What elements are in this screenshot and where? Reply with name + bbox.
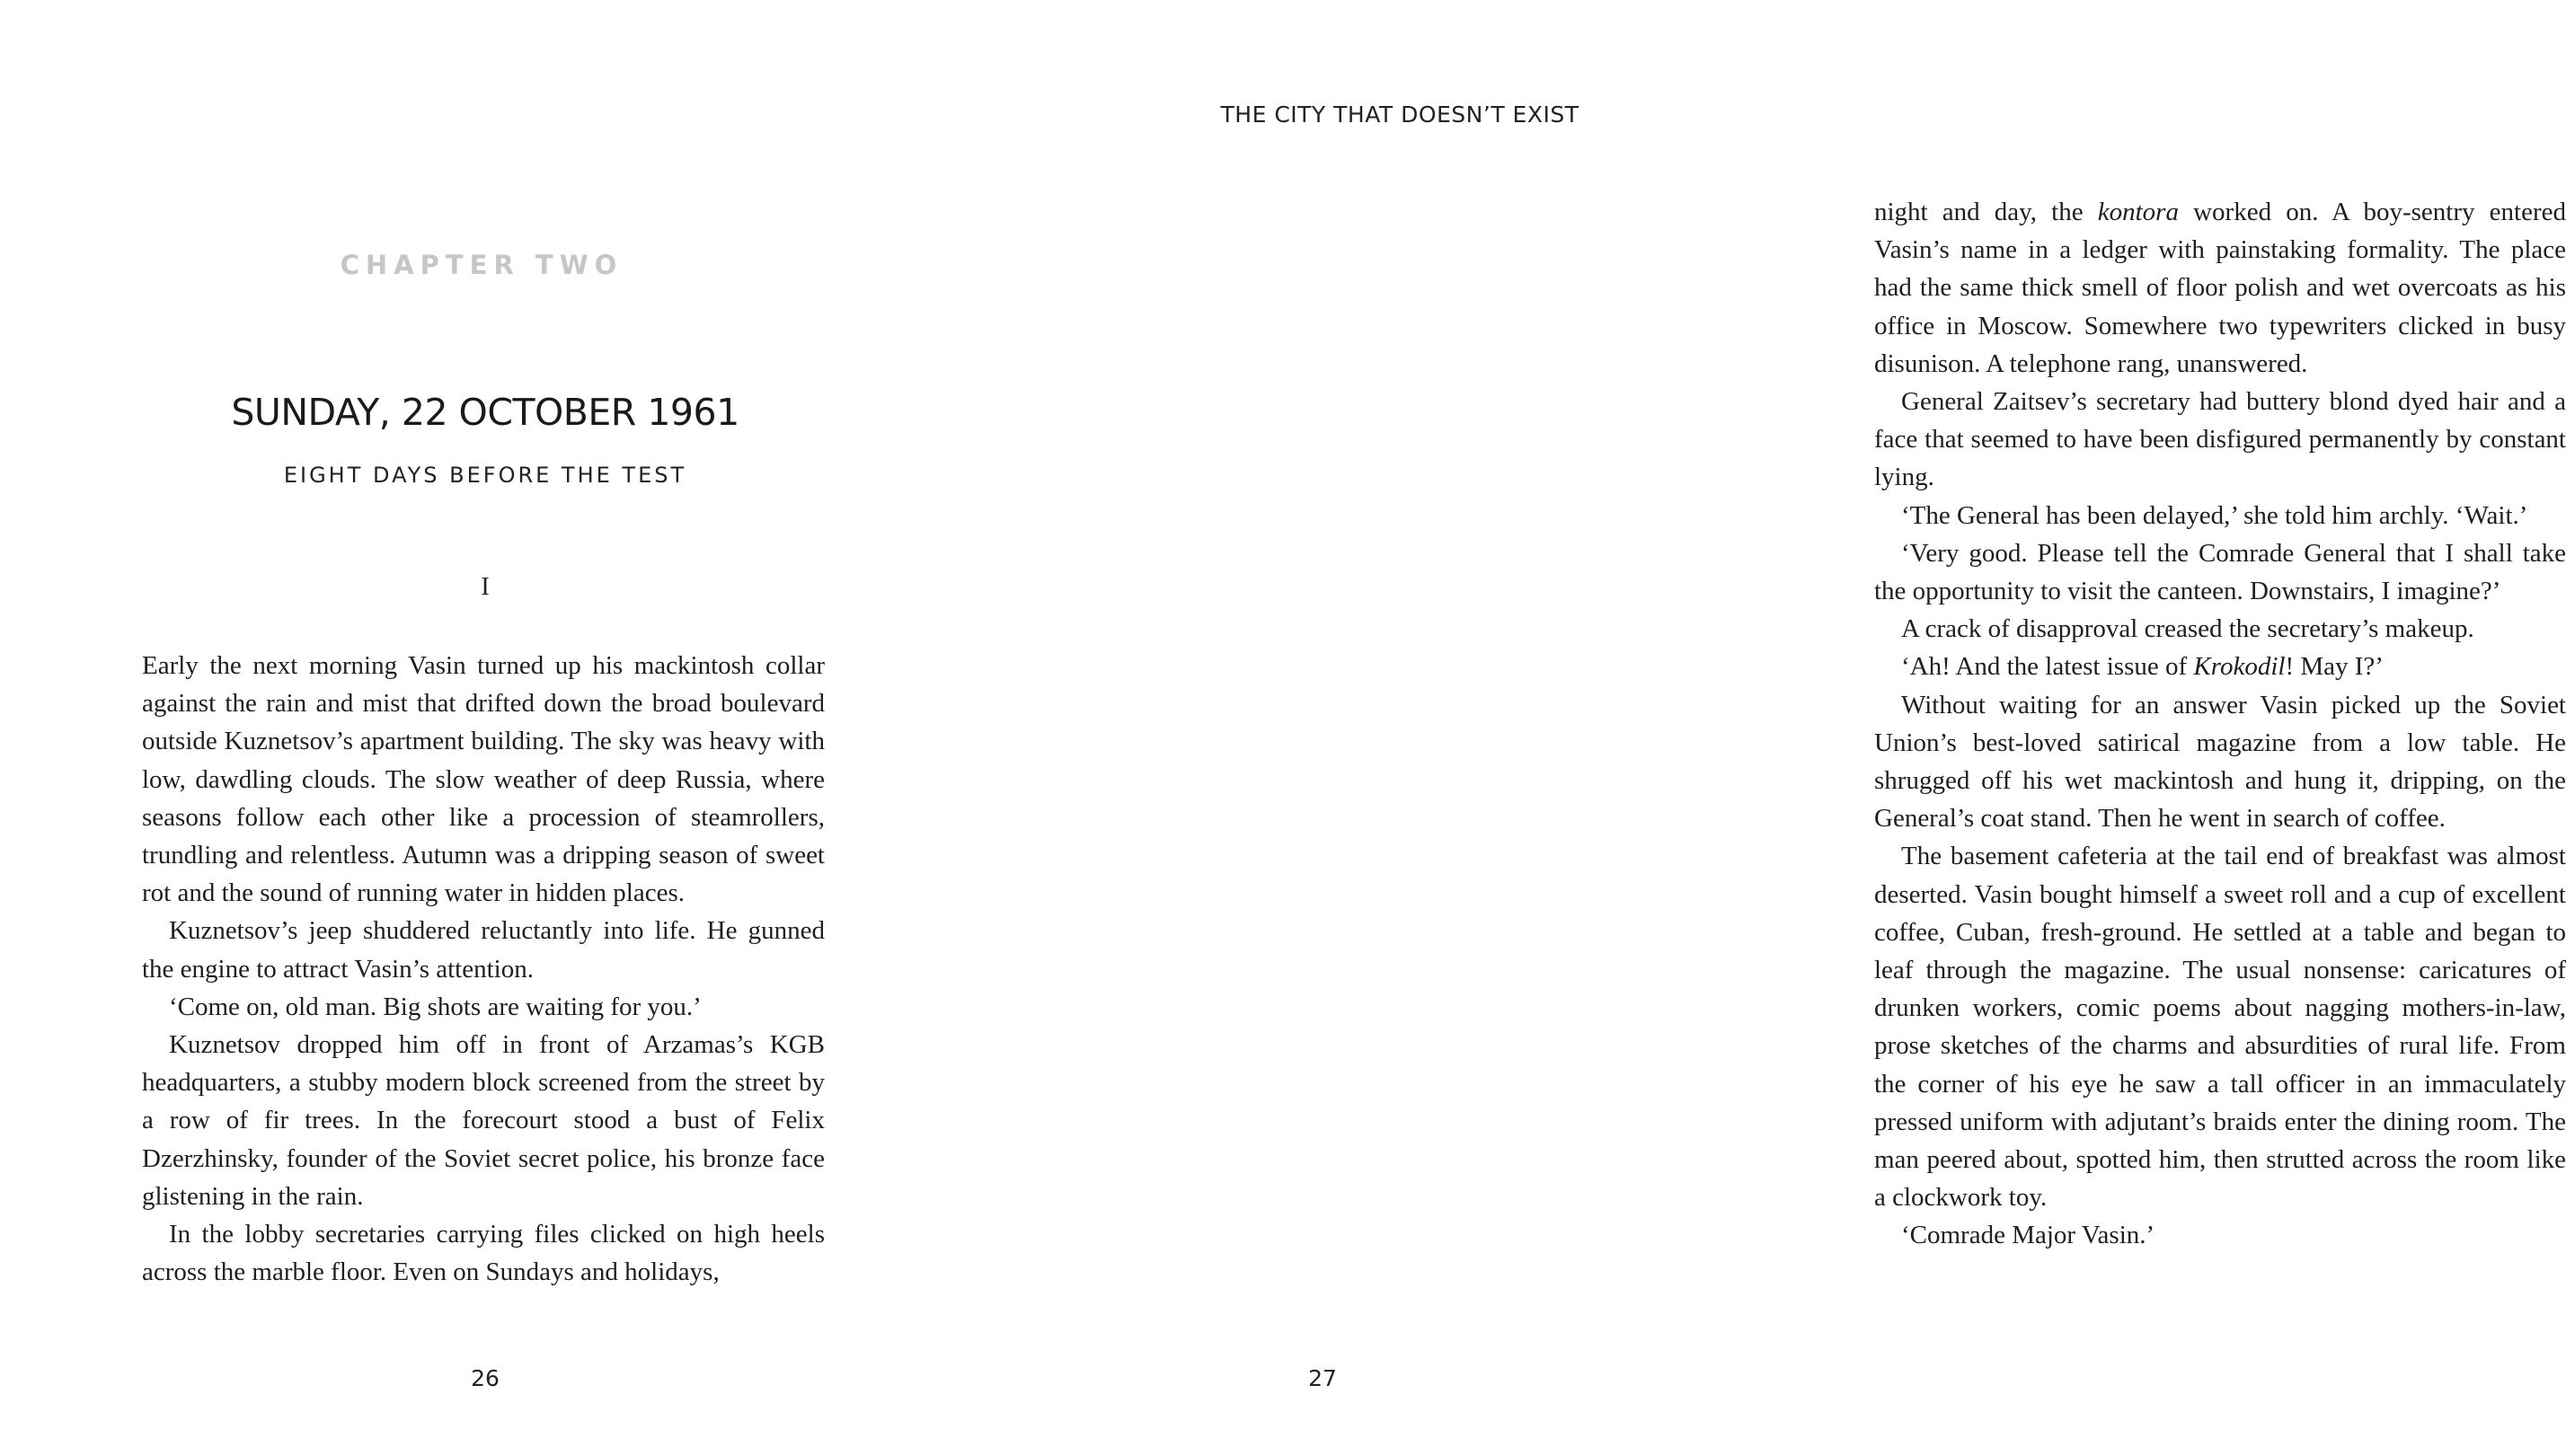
paragraph [1874,648,2566,685]
chapter-date-heading: SUNDAY, 22 OCTOBER 1961 [231,391,739,434]
paragraph: The basement cafeteria at the tail end of breakfast was almost deserted. Vasin bought himself a sweet roll and a cup of excellent coffee, Cuban, fresh-ground. He settled at a table and began to leaf through the magazine. The usual nonsense: caricatures of drunken workers, comic poems about nagging mothers-in-law, prose sketches of the charms and absurdities of rural life. From the corner of his eye he saw a tall officer in an immaculately pressed uniform with adjutant’s braids enter the dining room. The man peered about, spotted him, then strutted across the room like a clockwork toy. [1874,842,2566,1213]
page-number: 26 [471,1365,500,1391]
paragraph: ‘Very good. Please tell the Comrade General that I shall take the opportunity to visit the canteen. Downstairs, I imagine?’ [1874,538,2566,606]
paragraph-continued [1874,193,2566,383]
running-head: THE CITY THAT DOESN’T EXIST [1220,101,1579,128]
paragraph: ‘Comrade Major Vasin.’ [1901,1221,2155,1250]
page-number: 27 [1308,1365,1337,1391]
paragraph: Kuznetsov dropped him off in front of Arzamas’s KGB headquarters, a stubby modern block screened from the street by a row of fir trees. In the forecourt stood a bust of Felix Dzerzhinsky, founder of the Soviet secret police, his bronze face glistening in the rain. [142,1030,825,1211]
text-run: ! May I?’ [2285,652,2384,682]
text-run: ‘Ah! And the latest issue of [1901,652,2194,682]
chapter-label: CHAPTER TWO [340,250,624,280]
paragraph: In the lobby secretaries carrying files clicked on high heels across the marble floor. Even on Sundays and holidays, [142,1220,825,1287]
section-number: I [481,573,490,601]
italic-word: kontora [2097,198,2179,226]
paragraph: Early the next morning Vasin turned up his mackintosh collar against the rain and mist that drifted down the broad boulevard outside Kuznetsov’s apartment building. The sky was heavy with low, dawdling clouds. The slow weather of deep Russia, where seasons follow each other like a procession of steamrollers, trundling and relentless. Autumn was a dripping season of sweet rot and the sound of running water in hidden places. [142,651,825,908]
right-page-body [1874,193,2566,1255]
paragraph: General Zaitsev’s secretary had buttery blond dyed hair and a face that seemed to have been disfigured permanently by constant lying. [1874,387,2566,492]
paragraph: ‘The General has been delayed,’ she told him archly. ‘Wait.’ [1901,500,2528,530]
text-run: worked on. A boy-sentry entered Vasin’s name in a ledger with painstaking formality. The place had the same thick smell of floor polish and wet overcoats as his office in Moscow. Somewhere two typewriters clicked in busy disunison. A telephone rang, unanswered. [1874,198,2566,378]
text-run: night and day, the [1874,198,2098,226]
chapter-subtitle: EIGHT DAYS BEFORE THE TEST [283,463,687,488]
right-page [898,0,2566,1456]
italic-word: Krokodil [2193,652,2286,682]
paragraph: A crack of disapproval creased the secretary’s makeup. [1901,614,2474,644]
left-page [0,0,898,1456]
left-page-body [142,647,825,1291]
paragraph: Kuznetsov’s jeep shuddered reluctantly into life. He gunned the engine to attract Vasin’s attention. [142,916,825,984]
paragraph: ‘Come on, old man. Big shots are waiting for you.’ [169,992,702,1021]
paragraph: Without waiting for an answer Vasin picked up the Soviet Union’s best-loved satirical magazine from a low table. He shrugged off his wet mackintosh and hung it, dripping, on the General’s coat stand. Then he went in search of coffee. [1874,690,2566,834]
